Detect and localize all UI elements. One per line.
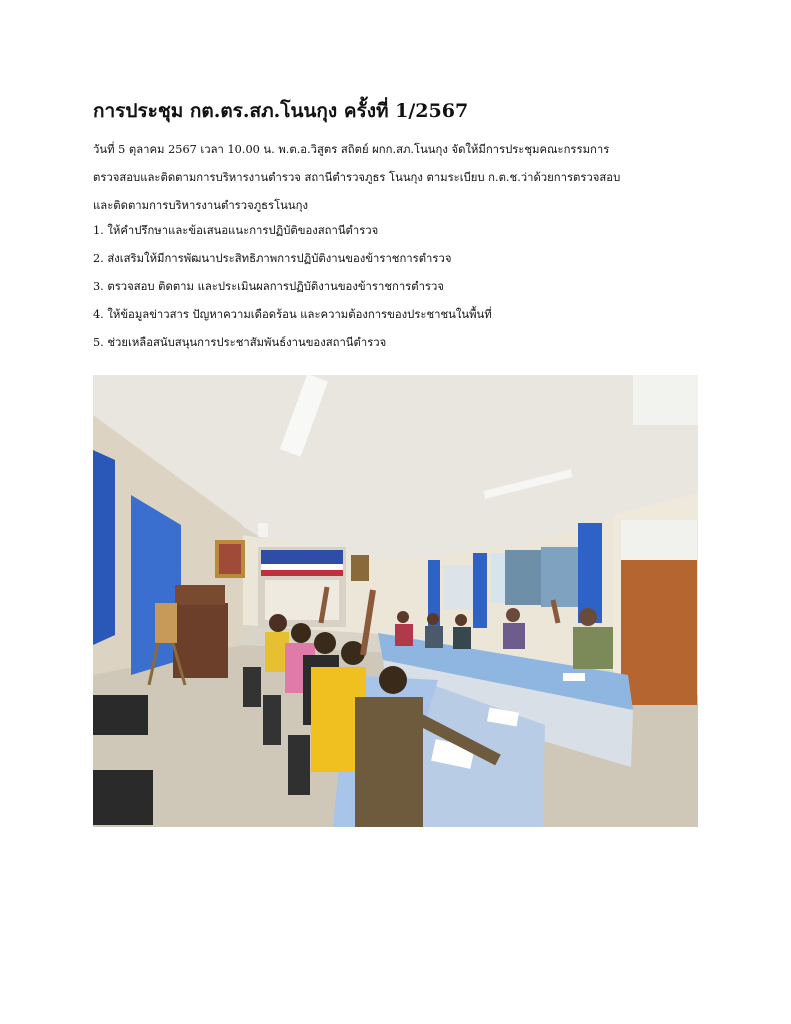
paragraph-line: วันที่ 5 ตุลาคม 2567 เวลา 10.00 น. พ.ต.อ.วิสูตร สถิตย์ ผกก.สภ.โนนกุง จัดให้มีการประชุมคณะกรรมการ [93,143,610,156]
meeting-photo [93,375,698,827]
paragraph-line: ตรวจสอบและติดตามการบริหารงานตำรวจ สถานีตำรวจภูธร โนนกุง ตามระเบียบ ก.ต.ช.ว่าด้วยการตรวจสอบ [93,171,621,184]
page-title: การประชุม กต.ตร.สภ.โนนกุง ครั้งที่ 1/2567 [93,100,469,122]
duty-list [93,217,703,357]
list-item: 3. ตรวจสอบ ติดตาม และประเมินผลการปฏิบัติงานของข้าราชการตำรวจ [93,280,444,293]
intro-paragraph [93,136,703,220]
list-item: 1. ให้คำปรึกษาและข้อเสนอแนะการปฏิบัติของสถานีตำรวจ [93,224,379,237]
list-item: 5. ช่วยเหลือสนับสนุนการประชาสัมพันธ์งานของสถานีตำรวจ [93,336,387,349]
list-item: 4. ให้ข้อมูลข่าวสาร ปัญหาความเดือดร้อน และความต้องการของประชาชนในพื้นที่ [93,308,492,321]
list-item: 2. ส่งเสริมให้มีการพัฒนาประสิทธิภาพการปฏิบัติงานของข้าราชการตำรวจ [93,252,452,265]
paragraph-line: และติดตามการบริหารงานตำรวจภูธรโนนกุง [93,199,308,212]
